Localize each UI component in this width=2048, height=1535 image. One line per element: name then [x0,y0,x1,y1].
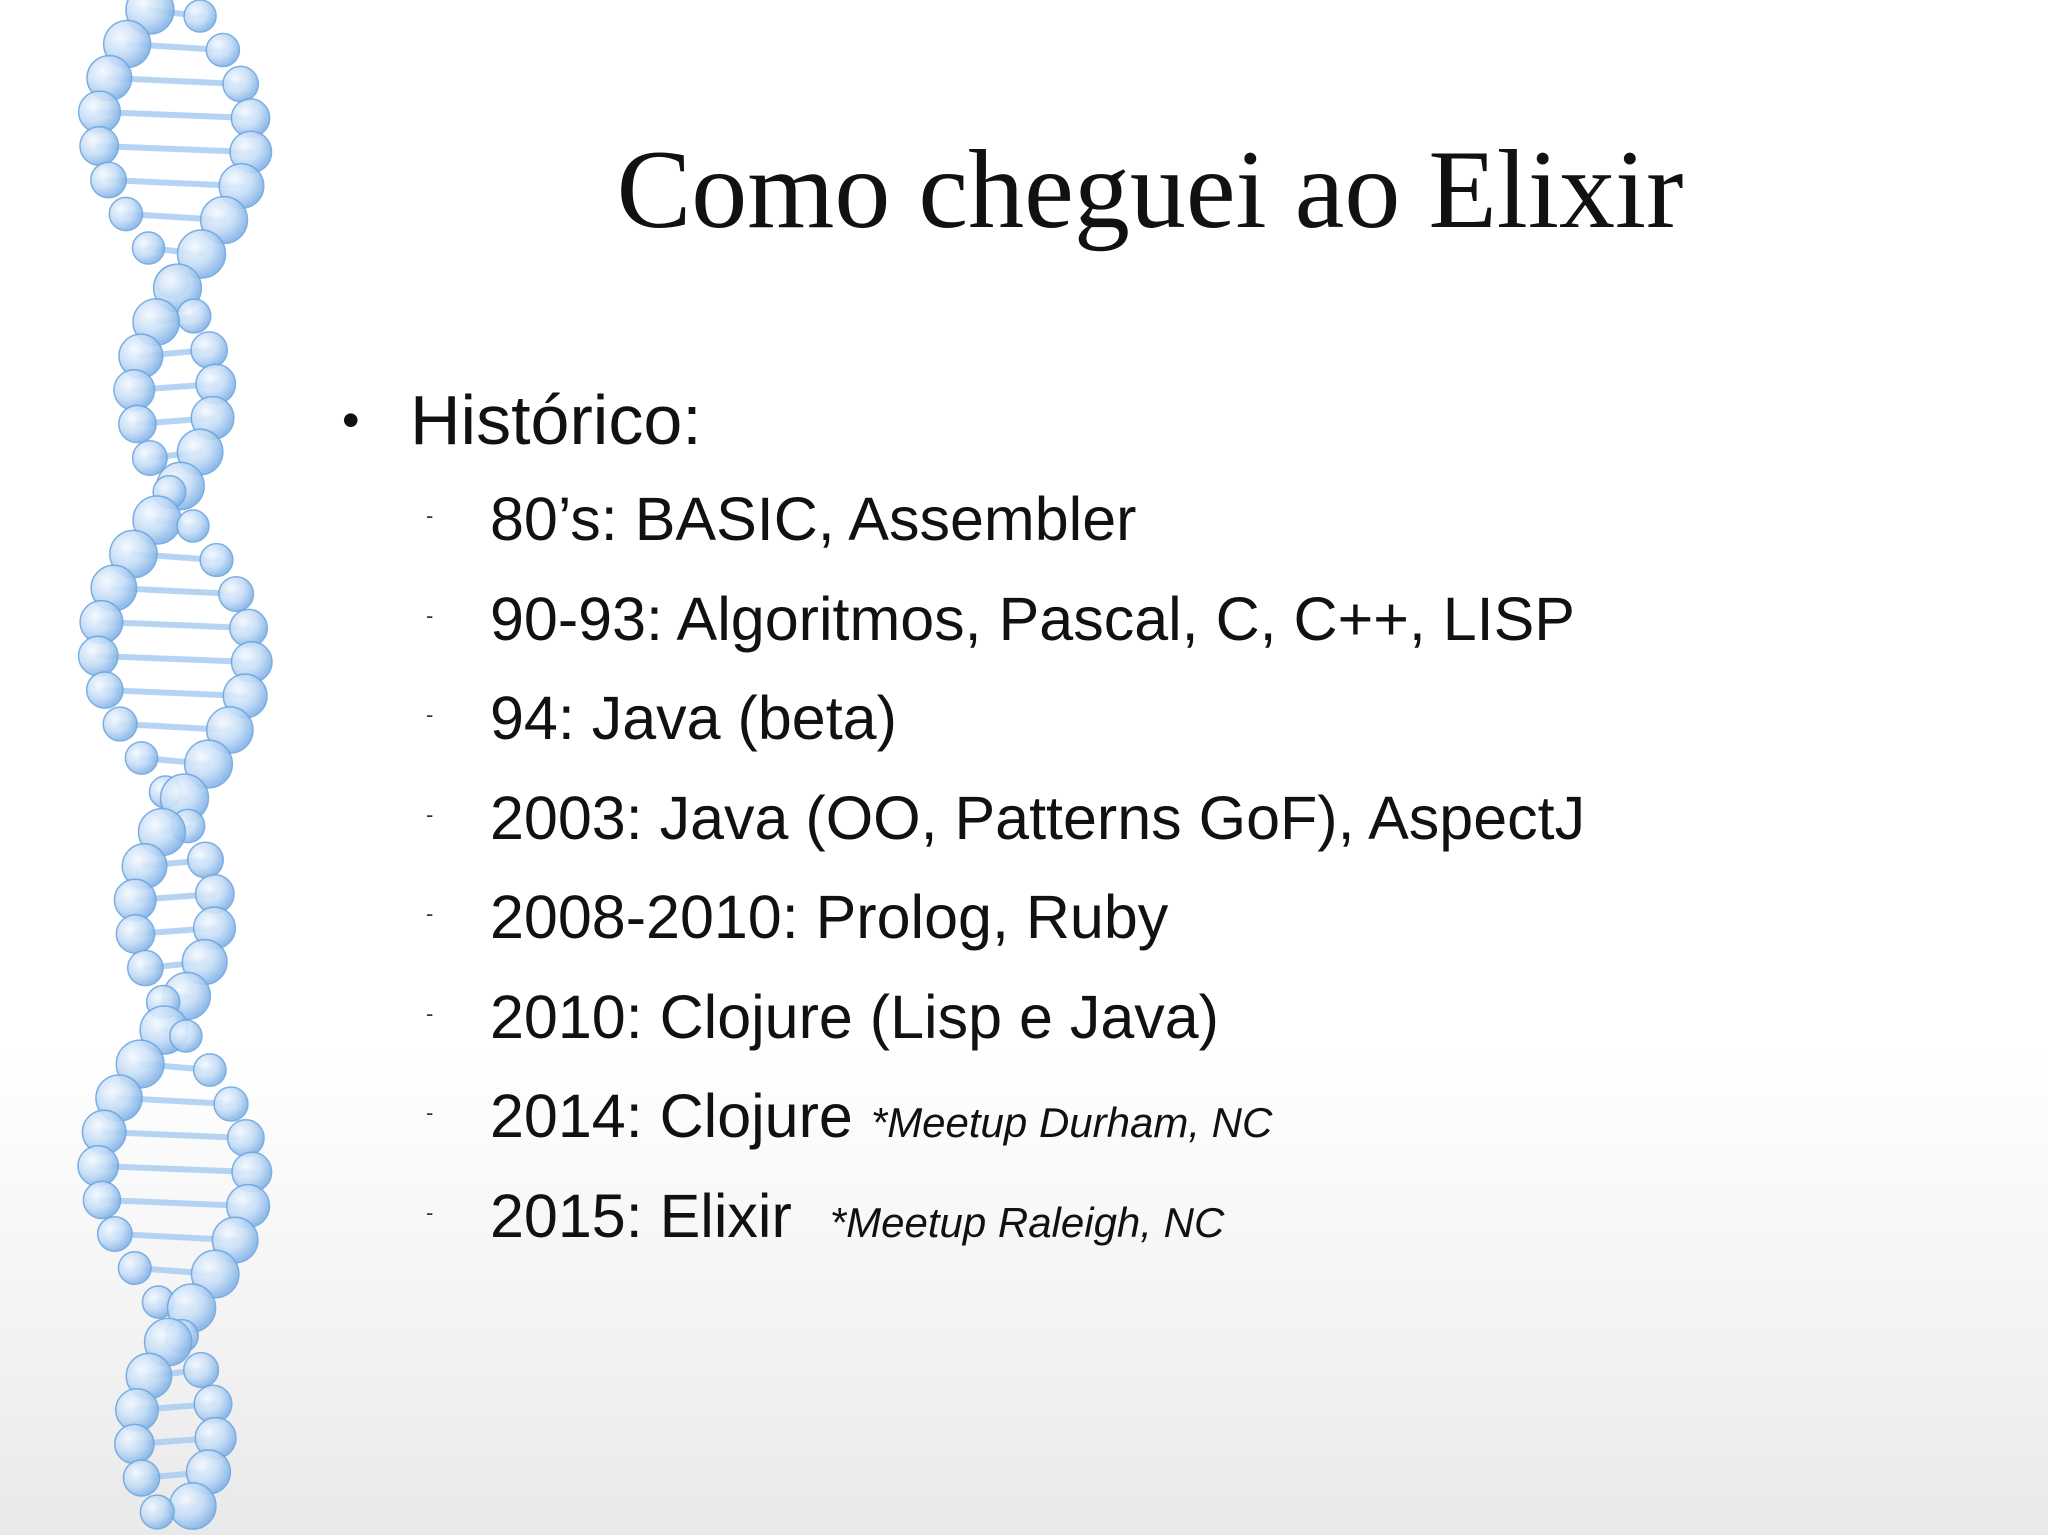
dna-bead [133,441,168,476]
dna-bead [170,1483,216,1529]
list-item [330,669,1930,769]
dna-bead [191,332,227,368]
dna-bead [214,1087,248,1121]
dna-bead [228,1120,264,1156]
dash-marker: - [426,1100,434,1125]
bullet-label: Histórico: [410,381,702,459]
dna-bead [109,197,142,230]
dna-bead [80,127,118,165]
dash-marker: - [426,602,434,628]
list-item [330,1167,1930,1267]
dna-bead [118,1252,151,1285]
list-item-text: 2010: Clojure (Lisp e Java) [490,982,1219,1051]
dna-bead [170,1020,202,1052]
list-item [330,470,1930,570]
dna-bead [128,950,163,985]
meetup-note: *Meetup Raleigh, NC [829,1198,1225,1246]
dna-rung [101,622,248,628]
dna-bead [98,1217,132,1251]
dna-bead [132,232,164,264]
dash-marker: - [426,1000,434,1026]
dna-bead [116,915,154,953]
bullet-historico [330,370,1930,470]
dna-bead [123,1460,159,1496]
list-item-text: 90-93: Algoritmos, Pascal, C, C++, LISP [490,584,1575,653]
dna-bead [78,1146,118,1186]
dna-bead [184,0,216,32]
dna-bead [114,370,155,411]
dna-rung [99,146,251,152]
dash-marker: - [426,801,434,827]
dna-bead [91,162,126,197]
list-item [330,769,1930,869]
dna-bead [184,1353,219,1388]
dash-marker: - [426,1199,434,1225]
dna-bead [103,707,137,741]
dash-marker: - [426,901,434,926]
list-item [330,1067,1930,1167]
dash-marker: - [426,503,434,528]
dna-rung [98,656,251,662]
dna-bead [188,842,223,877]
list-item-text: 2008-2010: Prolog, Ruby [490,883,1169,951]
dna-bead [200,544,233,577]
dna-bead [230,609,267,646]
dna-bead [115,1424,154,1463]
list-item-text: 94: Java (beta) [490,684,897,752]
list-item [330,570,1930,670]
dna-bead [177,510,209,542]
dna-bead [125,742,157,774]
meetup-note: *Meetup Durham, NC [870,1099,1273,1146]
dna-bead [194,1054,226,1086]
list-item [330,968,1930,1068]
dna-rung [99,112,250,118]
dna-bead [83,1181,120,1218]
list-item-text: 2015: Elixir [490,1181,792,1250]
list-item-text: 80’s: BASIC, Assembler [490,485,1137,553]
dna-helix-decoration [0,0,340,1535]
dna-bead [206,33,239,66]
dna-beads [78,0,272,1529]
history-list [330,470,1930,1266]
slide-content [330,370,1930,1266]
list-item-text: 2003: Java (OO, Patterns GoF), AspectJ [490,783,1586,852]
dna-bead [140,1495,174,1529]
dash-marker: - [426,702,434,727]
dna-bead [87,672,123,708]
slide-title: Como cheguei ao Elixir [616,128,1684,252]
dna-bead [79,636,118,675]
list-item [330,868,1930,968]
dna-bead [177,299,211,333]
bullet-marker: • [342,392,360,448]
dna-bead [119,405,156,442]
list-item-text: 2014: Clojure [490,1082,853,1150]
dna-rung [98,1166,252,1172]
dna-bead [219,577,254,612]
dna-bead [223,66,258,101]
